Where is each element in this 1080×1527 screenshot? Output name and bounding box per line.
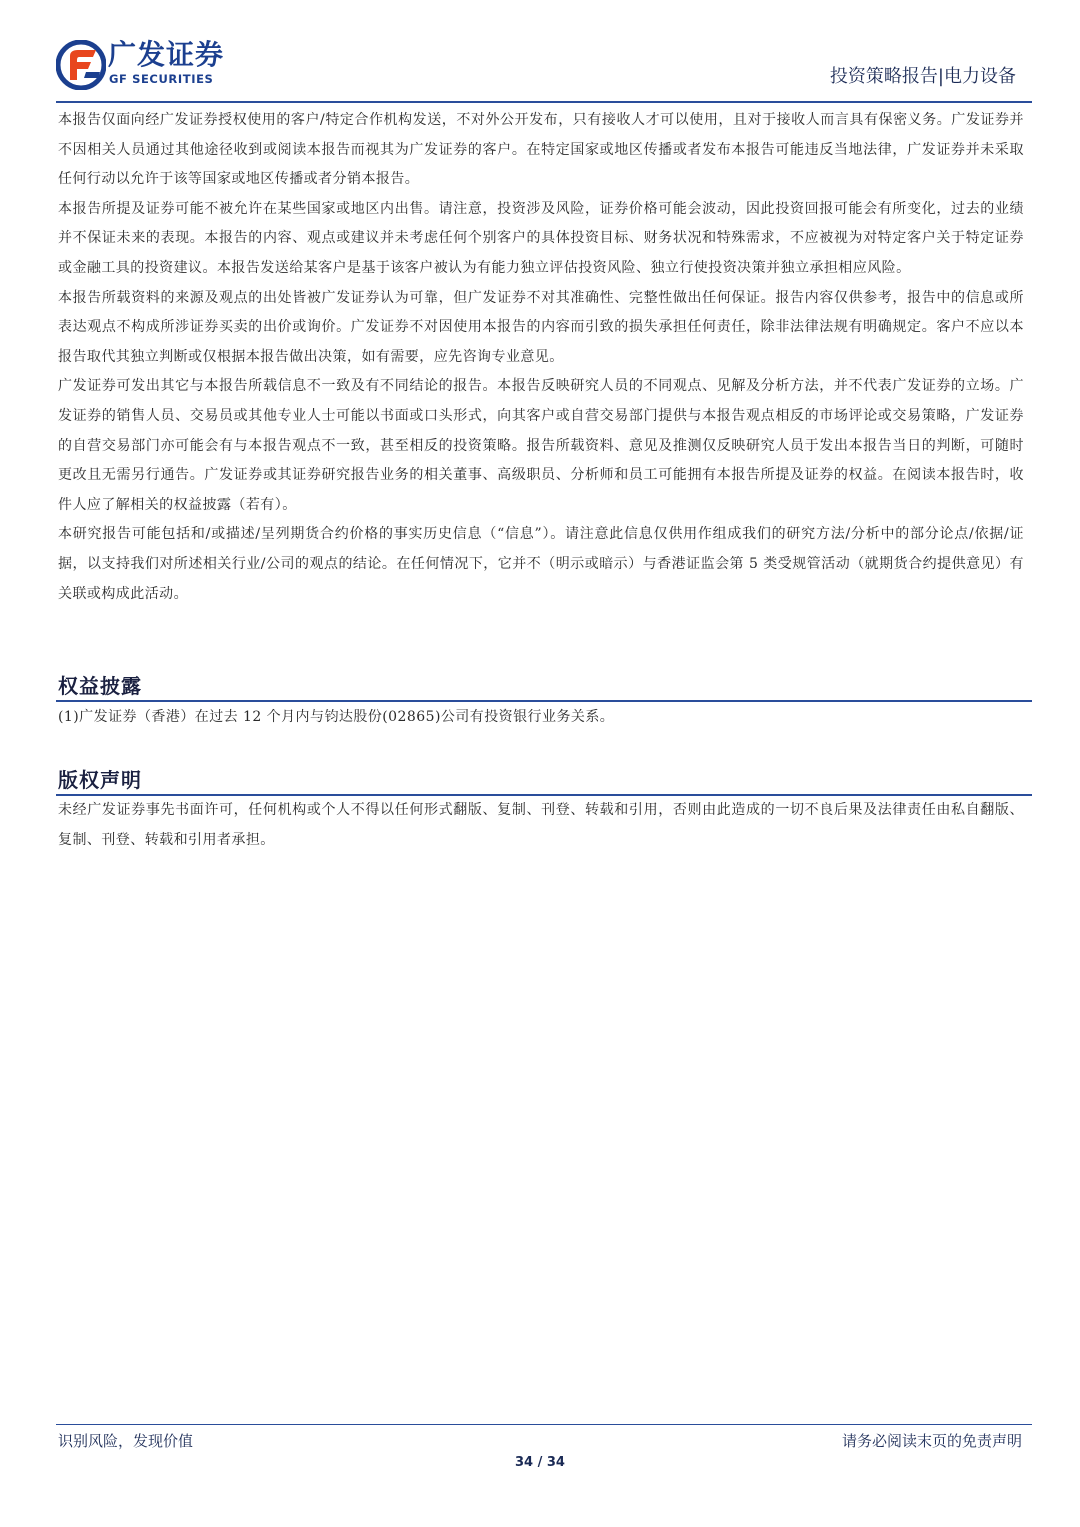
gf-logo-icon — [56, 40, 106, 90]
interest-disclosure-divider — [56, 700, 1032, 702]
copyright-title: 版权声明 — [58, 768, 142, 792]
brand-name: 广发证券 — [108, 38, 225, 71]
copyright-body — [58, 796, 1024, 855]
disclaimer-paragraph: 本报告仅面向经广发证券授权使用的客户/特定合作机构发送，不对外公开发布，只有接收人才可以使用，且对于接收人而言具有保密义务。广发证券并不因相关人员通过其他途径收到或阅读本报告而视其为广发证券的客户。在特定国家或地区传播或者发布本报告可能违反当地法律，广发证券并未采取任何行动以允许于该等国家或地区传播或者分销本报告。 — [58, 112, 1024, 188]
footer-divider — [56, 1424, 1032, 1425]
disclaimer-paragraph: 广发证券可发出其它与本报告所载信息不一致及有不同结论的报告。本报告反映研究人员的不同观点、见解及分析方法，并不代表广发证券的立场。广发证券的销售人员、交易员或其他专业人士可能以书面或口头形式，向其客户或自营交易部门提供与本报告观点相反的市场评论或交易策略，广发证券的自营交易部门亦可能会有与本报告观点不一致，甚至相反的投资策略。报告所载资料、意见及推测仅反映研究人员于发出本报告当日的判断，可随时更改且无需另行通告。广发证券或其证券研究报告业务的相关董事、高级职员、分析师和员工可能拥有本报告所提及证券的权益。在阅读本报告时，收件人应了解相关的权益披露（若有）。 — [58, 378, 1024, 513]
copyright-text: 未经广发证券事先书面许可，任何机构或个人不得以任何形式翻版、复制、刊登、转载和引用，否则由此造成的一切不良后果及法律责任由私自翻版、复制、刊登、转载和引用者承担。 — [58, 802, 1024, 848]
gf-securities-logo — [56, 36, 256, 92]
interest-disclosure-text: (1)广发证券（香港）在过去 12 个月内与钧达股份(02865)公司有投资银行业务关系。 — [58, 709, 615, 725]
page-header — [56, 36, 1032, 98]
disclaimer-paragraph: 本报告所载资料的来源及观点的出处皆被广发证券认为可靠，但广发证券不对其准确性、完整性做出任何保证。报告内容仅供参考，报告中的信息或所表达观点不构成所涉证券买卖的出价或询价。广发证券不对因使用本报告的内容而引致的损失承担任何责任，除非法律法规有明确规定。客户不应以本报告取代其独立判断或仅根据本报告做出决策，如有需要，应先咨询专业意见。 — [58, 289, 1024, 365]
disclaimer-paragraph: 本报告所提及证券可能不被允许在某些国家或地区内出售。请注意，投资涉及风险，证券价格可能会波动，因此投资回报可能会有所变化，过去的业绩并不保证未来的表现。本报告的内容、观点或建议并未考虑任何个别客户的具体投资目标、财务状况和特殊需求，不应被视为对特定客户关于特定证券或金融工具的投资建议。本报告发送给某客户是基于该客户被认为有能力独立评估投资风险、独立行使投资决策并独立承担相应风险。 — [58, 200, 1024, 276]
page-number: 34 / 34 — [515, 1455, 565, 1470]
brand-subtitle: GF SECURITIES — [109, 72, 214, 86]
disclaimer-paragraph: 本研究报告可能包括和/或描述/呈列期货合约价格的事实历史信息（“信息”）。请注意此信息仅供用作组成我们的研究方法/分析中的部分论点/依据/证据，以支持我们对所述相关行业/公司的观点的结论。在任何情况下，它并不（明示或暗示）与香港证监会第 5 类受规管活动（就期货合约提供意见）有关联或构成此活动。 — [58, 526, 1024, 602]
footer-disclaimer-notice: 请务必阅读末页的免责声明 — [841, 1432, 1022, 1450]
interest-disclosure-title: 权益披露 — [58, 674, 142, 698]
header-divider — [56, 101, 1032, 103]
footer-slogan: 识别风险，发现价值 — [58, 1432, 194, 1450]
report-type: 投资策略报告|电力设备 — [829, 66, 1016, 87]
disclaimer-section — [58, 106, 1024, 609]
interest-disclosure-body — [58, 703, 1024, 733]
